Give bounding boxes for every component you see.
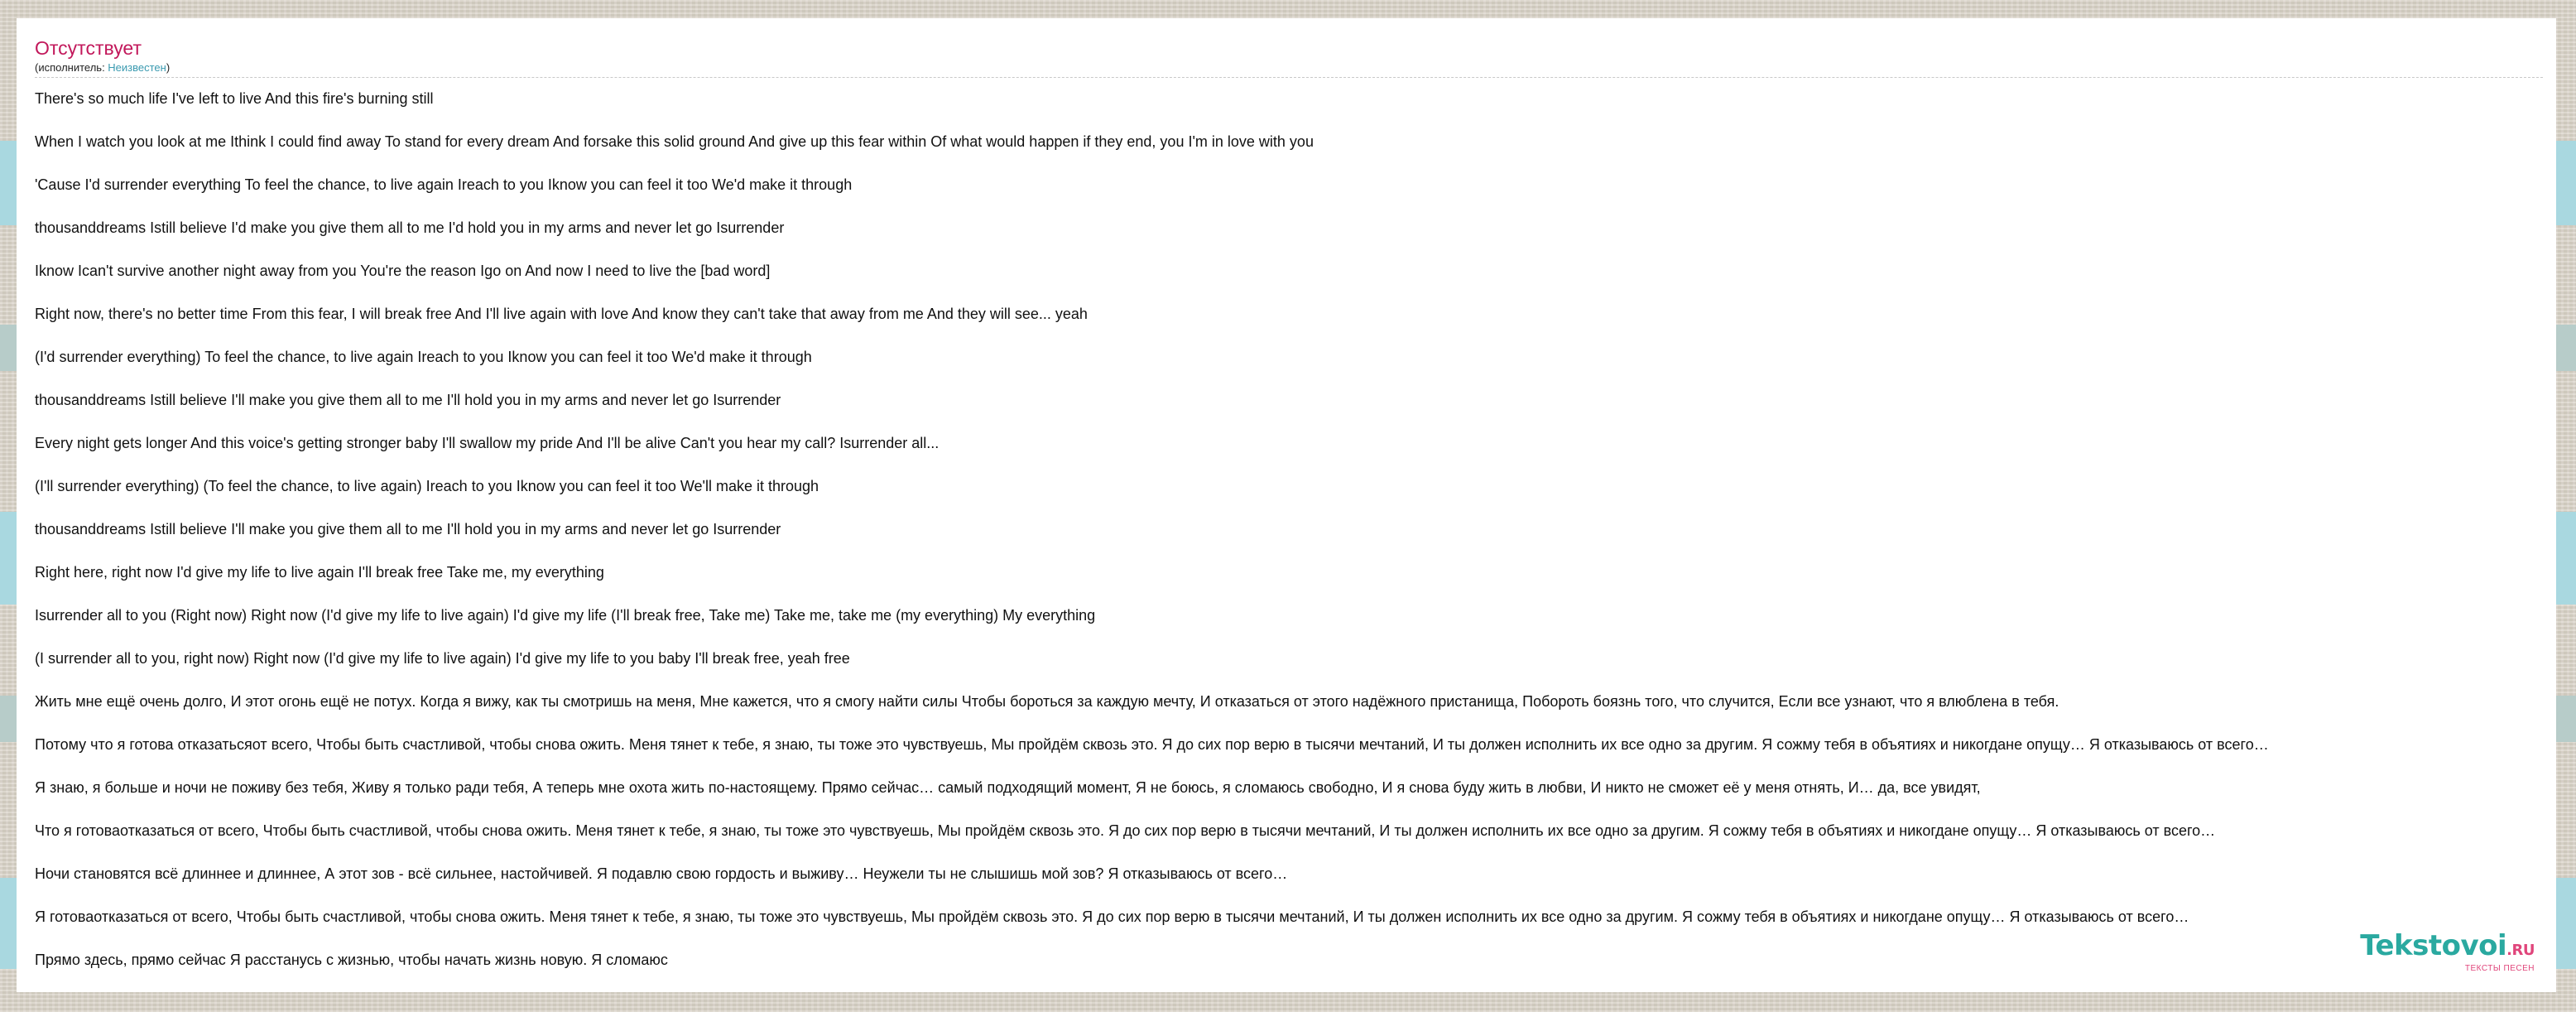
site-logo[interactable] xyxy=(2360,931,2535,974)
lyrics-line: thousanddreams Istill believe I'll make you give them all to me I'll hold you in my arms and never let go Isurrender xyxy=(35,392,781,408)
artist-suffix: ) xyxy=(166,61,171,74)
lyrics-line: When I watch you look at me Ithink I could find away To stand for every dream And forsake this solid ground And give up this fear within Of what would happen if they end, you I'm in love with you xyxy=(35,133,1314,150)
logo-tagline: ТЕКСТЫ ПЕСЕН xyxy=(2464,964,2535,973)
lyrics-line: thousanddreams Istill believe I'll make you give them all to me I'll hold you in my arms and never let go Isurrender xyxy=(35,521,781,537)
artist-line xyxy=(35,61,2543,75)
lyrics-line: (I'll surrender everything) (To feel the chance, to live again) Ireach to you Iknow you can feel it too We'll make it through xyxy=(35,478,819,494)
song-title: Отсутствует xyxy=(35,37,142,59)
lyrics-line: There's so much life I've left to live And this fire's burning still xyxy=(35,90,434,107)
lyrics-line: Я знаю, я больше и ночи не поживу без тебя, Живу я только ради тебя, А теперь мне охота жить по-настоящему. Прямо сейчас… самый подходящий момент, Я не боюсь, я сломаюсь свободно, И я снова буду жить в любви, И никто не сможет её у меня отнять, И… да, все увидят, xyxy=(35,779,1981,796)
lyrics-line: Жить мне ещё очень долго, И этот огонь ещё не потух. Когда я вижу, как ты смотришь на меня, Мне кажется, что я смогу найти силы Чтобы бороться за каждую мечту, И отказаться от этого надёжного пристанища, Побороть боязнь того, что случится, Если все узнают, что я влюблена в тебя. xyxy=(35,693,2059,710)
lyrics-line: Right here, right now I'd give my life to live again I'll break free Take me, my everything xyxy=(35,564,604,581)
lyrics-line: Потому что я готова отказатьсяот всего, Чтобы быть счастливой, чтобы снова ожить. Меня тянет к тебе, я знаю, ты тоже это чувствуешь, Мы пройдём сквозь это. Я до сих пор верю в тысячи мечтаний, И ты должен исполнить их все одно за другим. Я сожму тебя в объятиях и никогдане опущу… Я отказываюсь от всего… xyxy=(35,736,2269,753)
lyrics-line: Что я готоваотказаться от всего, Чтобы быть счастливой, чтобы снова ожить. Меня тянет к тебе, я знаю, ты тоже это чувствуешь, Мы пройдём сквозь это. Я до сих пор верю в тысячи мечтаний, И ты должен исполнить их все одно за другим. Я сожму тебя в объятиях и никогдане опущу… Я отказываюсь от всего… xyxy=(35,822,2216,839)
lyrics-line: Ночи становятся всё длиннее и длиннее, А этот зов - всё сильнее, настойчивей. Я подавлю свою гордость и выживу… Неужели ты не слышишь мой зов? Я отказываюсь от всего… xyxy=(35,865,1288,882)
logo-wordmark xyxy=(2360,931,2535,966)
lyrics-text xyxy=(35,89,2540,969)
lyrics-line: Я готоваотказаться от всего, Чтобы быть счастливой, чтобы снова ожить. Меня тянет к тебе, я знаю, ты тоже это чувствуешь, Мы пройдём сквозь это. Я до сих пор верю в тысячи мечтаний, И ты должен исполнить их все одно за другим. Я сожму тебя в объятиях и никогдане опущу… Я отказываюсь от всего… xyxy=(35,908,2189,925)
artist-prefix: (исполнитель: xyxy=(35,61,108,74)
lyrics-line: (I'd surrender everything) To feel the chance, to live again Ireach to you Iknow you can feel it too We'd make it through xyxy=(35,349,812,365)
song-header xyxy=(35,36,2543,78)
lyrics-page xyxy=(17,18,2556,992)
lyrics-line: Every night gets longer And this voice's getting stronger baby I'll swallow my pride And I'll be alive Can't you hear my call? Isurrender all... xyxy=(35,435,940,451)
artist-link[interactable]: Неизвестен xyxy=(108,61,166,74)
logo-tld: .RU xyxy=(2506,942,2535,959)
lyrics-line: (I surrender all to you, right now) Right now (I'd give my life to live again) I'd give my life to you baby I'll break free, yeah free xyxy=(35,650,850,667)
lyrics-line: Isurrender all to you (Right now) Right now (I'd give my life to live again) I'd give my life (I'll break free, Take me) Take me, take me (my everything) My everything xyxy=(35,607,1096,624)
lyrics-line: Iknow Ican't survive another night away from you You're the reason Igo on And now I need to live the [bad word] xyxy=(35,263,771,279)
lyrics-line: Прямо здесь, прямо сейчас Я расстанусь с жизнью, чтобы начать жизнь новую. Я сломаюс xyxy=(35,952,668,968)
logo-name: Tekstovoi xyxy=(2360,929,2507,962)
lyrics-line: 'Cause I'd surrender everything To feel the chance, to live again Ireach to you Iknow you can feel it too We'd make it through xyxy=(35,176,853,193)
lyrics-line: Right now, there's no better time From this fear, I will break free And I'll live again with love And know they can't take that away from me And they will see... yeah xyxy=(35,306,1088,322)
lyrics-line: thousanddreams Istill believe I'd make you give them all to me I'd hold you in my arms and never let go Isurrender xyxy=(35,219,785,236)
